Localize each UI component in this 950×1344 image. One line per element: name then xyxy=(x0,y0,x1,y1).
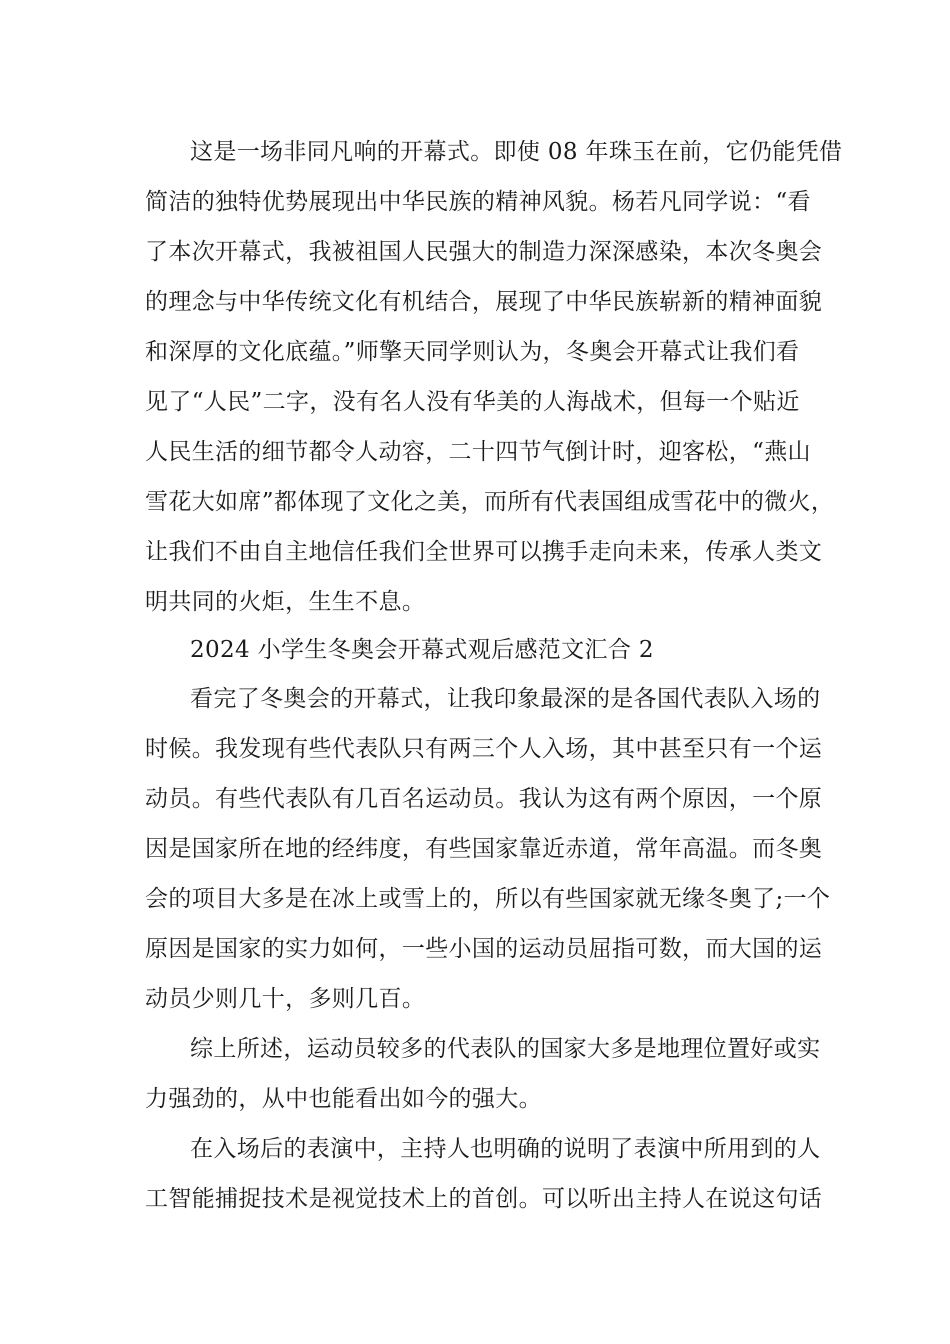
paragraph-2-line-6: 原因是国家的实力如何，一些小国的运动员屈指可数，而大国的运 xyxy=(145,936,823,962)
paragraph-2-line-1: 看完了冬奥会的开幕式，让我印象最深的是各国代表队入场的 xyxy=(190,686,821,712)
paragraph-1-line-3: 了本次开幕式，我被祖国人民强大的制造力深深感染，本次冬奥会 xyxy=(145,239,823,265)
paragraph-4-line-2: 工智能捕捉技术是视觉技术上的首创。可以听出主持人在说这句话 xyxy=(145,1186,823,1212)
paragraph-1-line-8: 雪花大如席”都体现了文化之美，而所有代表国组成雪花中的微火， xyxy=(145,489,835,515)
paragraph-3-line-2: 力强劲的，从中也能看出如今的强大。 xyxy=(145,1086,542,1112)
paragraph-1-line-9: 让我们不由自主地信任我们全世界可以携手走向未来，传承人类文 xyxy=(145,539,823,565)
section-heading: 2024 小学生冬奥会开幕式观后感范文汇合 2 xyxy=(190,637,654,663)
paragraph-3-line-1: 综上所述，运动员较多的代表队的国家大多是地理位置好或实 xyxy=(190,1036,821,1062)
paragraph-1-line-1: 这是一场非同凡响的开幕式。即使 08 年珠玉在前，它仍能凭借 xyxy=(190,139,843,165)
paragraph-2-line-2: 时候。我发现有些代表队只有两三个人入场，其中甚至只有一个运 xyxy=(145,736,823,762)
paragraph-1-line-6: 见了“人民”二字，没有名人没有华美的人海战术，但每一个贴近 xyxy=(145,389,800,415)
paragraph-1-line-7: 人民生活的细节都令人动容，二十四节气倒计时，迎客松，“燕山 xyxy=(145,439,811,465)
paragraph-2-line-3: 动员。有些代表队有几百名运动员。我认为这有两个原因，一个原 xyxy=(145,786,823,812)
paragraph-4-line-1: 在入场后的表演中，主持人也明确的说明了表演中所用到的人 xyxy=(190,1136,821,1162)
paragraph-2-line-7: 动员少则几十，多则几百。 xyxy=(145,986,426,1012)
paragraph-1-line-2: 简洁的独特优势展现出中华民族的精神风貌。杨若凡同学说：“看 xyxy=(145,189,811,215)
paragraph-1-line-5: 和深厚的文化底蕴。”师擎天同学则认为，冬奥会开幕式让我们看 xyxy=(145,339,800,365)
paragraph-1-line-4: 的理念与中华传统文化有机结合，展现了中华民族崭新的精神面貌 xyxy=(145,289,823,315)
paragraph-2-line-5: 会的项目大多是在冰上或雪上的，所以有些国家就无缘冬奥了;一个 xyxy=(145,886,831,912)
paragraph-1-line-10: 明共同的火炬，生生不息。 xyxy=(145,589,426,615)
paragraph-2-line-4: 因是国家所在地的经纬度，有些国家靠近赤道，常年高温。而冬奥 xyxy=(145,836,823,862)
